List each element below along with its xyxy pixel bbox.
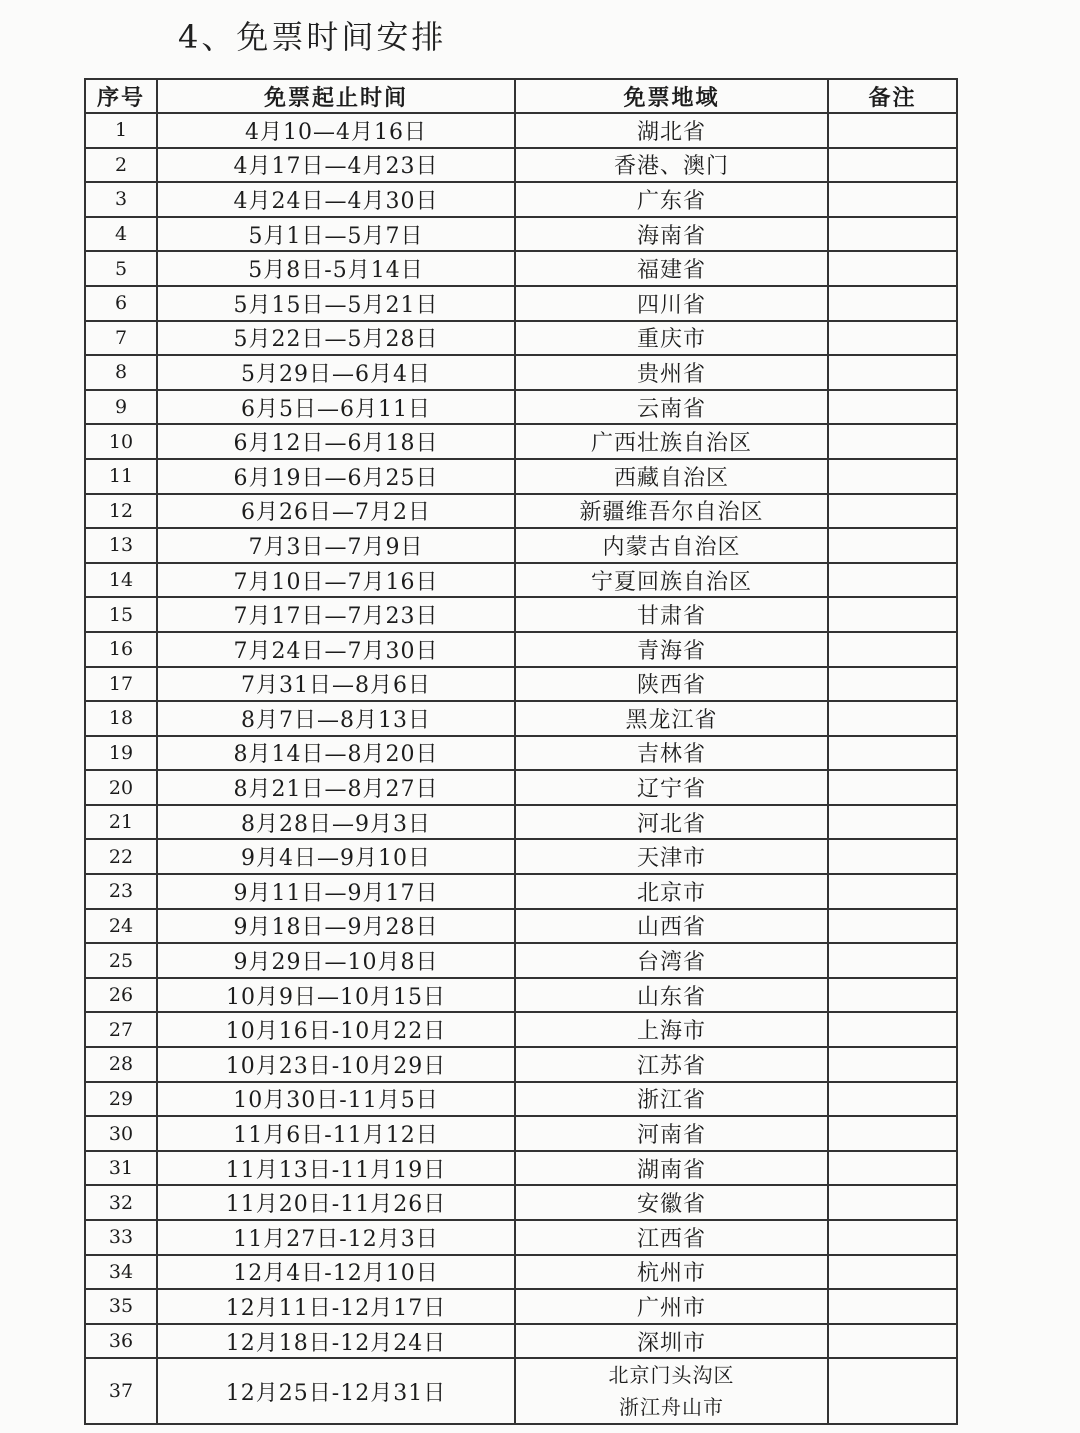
row-region: 北京市 <box>515 874 828 909</box>
row-number: 13 <box>85 528 157 563</box>
row-number: 18 <box>85 701 157 736</box>
row-note <box>828 1220 957 1255</box>
row-period: 7月31日—8月6日 <box>157 667 515 702</box>
row-period: 10月16日-10月22日 <box>157 1012 515 1047</box>
row-region: 四川省 <box>515 286 828 321</box>
row-number: 37 <box>85 1358 157 1424</box>
row-region: 广西壮族自治区 <box>515 424 828 459</box>
table-header-row <box>85 79 957 113</box>
row-note <box>828 1185 957 1220</box>
row-note <box>828 1255 957 1290</box>
row-region: 河南省 <box>515 1116 828 1151</box>
table-row <box>85 1220 957 1255</box>
row-number: 4 <box>85 217 157 252</box>
row-number: 10 <box>85 424 157 459</box>
row-note <box>828 701 957 736</box>
row-note <box>828 632 957 667</box>
table-row <box>85 459 957 494</box>
row-period: 6月5日—6月11日 <box>157 390 515 425</box>
row-number: 3 <box>85 182 157 217</box>
row-note <box>828 943 957 978</box>
row-number: 17 <box>85 667 157 702</box>
row-period: 11月20日-11月26日 <box>157 1185 515 1220</box>
row-region: 湖北省 <box>515 113 828 148</box>
row-region: 河北省 <box>515 805 828 840</box>
row-note <box>828 321 957 356</box>
row-period: 12月25日-12月31日 <box>157 1358 515 1424</box>
row-number: 29 <box>85 1082 157 1117</box>
table-row <box>85 355 957 390</box>
row-period: 10月23日-10月29日 <box>157 1047 515 1082</box>
row-period: 6月12日—6月18日 <box>157 424 515 459</box>
table-row <box>85 632 957 667</box>
row-region: 深圳市 <box>515 1324 828 1359</box>
row-region: 湖南省 <box>515 1151 828 1186</box>
row-note <box>828 148 957 183</box>
row-region: 山西省 <box>515 909 828 944</box>
table-row <box>85 1151 957 1186</box>
row-period: 7月10日—7月16日 <box>157 563 515 598</box>
row-number: 22 <box>85 839 157 874</box>
row-region: 辽宁省 <box>515 770 828 805</box>
row-number: 30 <box>85 1116 157 1151</box>
table-row <box>85 1185 957 1220</box>
row-period: 5月29日—6月4日 <box>157 355 515 390</box>
row-period: 4月17日—4月23日 <box>157 148 515 183</box>
row-period: 8月7日—8月13日 <box>157 701 515 736</box>
row-note <box>828 251 957 286</box>
row-period: 12月4日-12月10日 <box>157 1255 515 1290</box>
row-note <box>828 597 957 632</box>
row-number: 36 <box>85 1324 157 1359</box>
table-row <box>85 1116 957 1151</box>
row-note <box>828 113 957 148</box>
row-number: 5 <box>85 251 157 286</box>
row-region: 广州市 <box>515 1289 828 1324</box>
table-row <box>85 390 957 425</box>
row-period: 12月18日-12月24日 <box>157 1324 515 1359</box>
row-number: 21 <box>85 805 157 840</box>
row-number: 15 <box>85 597 157 632</box>
row-number: 19 <box>85 736 157 771</box>
row-period: 11月13日-11月19日 <box>157 1151 515 1186</box>
row-period: 4月24日—4月30日 <box>157 182 515 217</box>
table-row <box>85 1358 957 1424</box>
row-period: 6月26日—7月2日 <box>157 494 515 529</box>
row-note <box>828 978 957 1013</box>
row-number: 1 <box>85 113 157 148</box>
row-note <box>828 182 957 217</box>
row-region: 贵州省 <box>515 355 828 390</box>
row-period: 7月17日—7月23日 <box>157 597 515 632</box>
table-row <box>85 597 957 632</box>
row-number: 35 <box>85 1289 157 1324</box>
row-note <box>828 1324 957 1359</box>
row-note <box>828 528 957 563</box>
row-note <box>828 909 957 944</box>
table-row <box>85 1255 957 1290</box>
row-region: 重庆市 <box>515 321 828 356</box>
row-region-line: 浙江舟山市 <box>619 1395 724 1420</box>
row-period: 9月4日—9月10日 <box>157 839 515 874</box>
row-note <box>828 286 957 321</box>
row-note <box>828 459 957 494</box>
table-row <box>85 494 957 529</box>
table-row <box>85 182 957 217</box>
table-row <box>85 148 957 183</box>
row-number: 32 <box>85 1185 157 1220</box>
row-region: 云南省 <box>515 390 828 425</box>
row-note <box>828 736 957 771</box>
row-number: 28 <box>85 1047 157 1082</box>
table-row <box>85 978 957 1013</box>
row-note <box>828 839 957 874</box>
row-number: 24 <box>85 909 157 944</box>
row-note <box>828 1082 957 1117</box>
row-number: 20 <box>85 770 157 805</box>
header-note: 备注 <box>828 79 957 113</box>
row-region: 台湾省 <box>515 943 828 978</box>
header-no: 序号 <box>85 79 157 113</box>
row-period: 8月14日—8月20日 <box>157 736 515 771</box>
row-period: 5月15日—5月21日 <box>157 286 515 321</box>
row-period: 9月18日—9月28日 <box>157 909 515 944</box>
row-region: 广东省 <box>515 182 828 217</box>
row-number: 12 <box>85 494 157 529</box>
row-region: 杭州市 <box>515 1255 828 1290</box>
row-region: 青海省 <box>515 632 828 667</box>
row-note <box>828 1116 957 1151</box>
table-row <box>85 286 957 321</box>
row-number: 9 <box>85 390 157 425</box>
row-period: 7月3日—7月9日 <box>157 528 515 563</box>
row-note <box>828 217 957 252</box>
row-region: 天津市 <box>515 839 828 874</box>
row-region: 山东省 <box>515 978 828 1013</box>
row-period: 5月1日—5月7日 <box>157 217 515 252</box>
row-region: 吉林省 <box>515 736 828 771</box>
table-row <box>85 424 957 459</box>
row-note <box>828 390 957 425</box>
table-row <box>85 701 957 736</box>
row-region: 江苏省 <box>515 1047 828 1082</box>
row-number: 14 <box>85 563 157 598</box>
row-region: 陕西省 <box>515 667 828 702</box>
row-period: 5月8日-5月14日 <box>157 251 515 286</box>
table-row <box>85 805 957 840</box>
row-period: 8月28日—9月3日 <box>157 805 515 840</box>
row-number: 26 <box>85 978 157 1013</box>
table-body <box>85 113 957 1424</box>
row-number: 8 <box>85 355 157 390</box>
row-note <box>828 1289 957 1324</box>
table-row <box>85 1324 957 1359</box>
row-region: 宁夏回族自治区 <box>515 563 828 598</box>
header-period: 免票起止时间 <box>157 79 515 113</box>
row-period: 11月27日-12月3日 <box>157 1220 515 1255</box>
row-period: 9月29日—10月8日 <box>157 943 515 978</box>
table-row <box>85 321 957 356</box>
row-number: 34 <box>85 1255 157 1290</box>
row-region: 上海市 <box>515 1012 828 1047</box>
row-period: 6月19日—6月25日 <box>157 459 515 494</box>
row-note <box>828 805 957 840</box>
table-row <box>85 839 957 874</box>
row-number: 25 <box>85 943 157 978</box>
row-region: 新疆维吾尔自治区 <box>515 494 828 529</box>
row-region: 福建省 <box>515 251 828 286</box>
row-number: 23 <box>85 874 157 909</box>
table-row <box>85 736 957 771</box>
row-note <box>828 770 957 805</box>
row-period: 5月22日—5月28日 <box>157 321 515 356</box>
table-row <box>85 874 957 909</box>
row-region: 海南省 <box>515 217 828 252</box>
table-row <box>85 770 957 805</box>
row-number: 11 <box>85 459 157 494</box>
row-region: 浙江省 <box>515 1082 828 1117</box>
row-number: 7 <box>85 321 157 356</box>
row-period: 10月30日-11月5日 <box>157 1082 515 1117</box>
row-region <box>515 1358 828 1424</box>
row-note <box>828 667 957 702</box>
row-period: 10月9日—10月15日 <box>157 978 515 1013</box>
free-ticket-schedule-table <box>84 78 958 1425</box>
row-note <box>828 1151 957 1186</box>
row-note <box>828 874 957 909</box>
row-number: 33 <box>85 1220 157 1255</box>
row-number: 27 <box>85 1012 157 1047</box>
table-row <box>85 943 957 978</box>
row-region: 安徽省 <box>515 1185 828 1220</box>
row-region: 黑龙江省 <box>515 701 828 736</box>
row-note <box>828 355 957 390</box>
row-period: 9月11日—9月17日 <box>157 874 515 909</box>
table-row <box>85 528 957 563</box>
table-row <box>85 667 957 702</box>
row-note <box>828 1047 957 1082</box>
row-region: 甘肃省 <box>515 597 828 632</box>
row-period: 4月10—4月16日 <box>157 113 515 148</box>
row-number: 31 <box>85 1151 157 1186</box>
row-region: 西藏自治区 <box>515 459 828 494</box>
row-region-line: 北京门头沟区 <box>608 1363 735 1388</box>
row-period: 8月21日—8月27日 <box>157 770 515 805</box>
row-period: 12月11日-12月17日 <box>157 1289 515 1324</box>
row-note <box>828 1012 957 1047</box>
row-region: 香港、澳门 <box>515 148 828 183</box>
table-row <box>85 1082 957 1117</box>
section-heading: 4、免票时间安排 <box>178 18 447 56</box>
row-note <box>828 1358 957 1424</box>
row-note <box>828 424 957 459</box>
table-row <box>85 563 957 598</box>
row-number: 16 <box>85 632 157 667</box>
row-number: 6 <box>85 286 157 321</box>
table-row <box>85 909 957 944</box>
table-row <box>85 251 957 286</box>
table-row <box>85 217 957 252</box>
row-note <box>828 494 957 529</box>
row-number: 2 <box>85 148 157 183</box>
table-row <box>85 1012 957 1047</box>
table-row <box>85 1047 957 1082</box>
table-row <box>85 113 957 148</box>
row-period: 11月6日-11月12日 <box>157 1116 515 1151</box>
table-row <box>85 1289 957 1324</box>
row-region: 江西省 <box>515 1220 828 1255</box>
row-period: 7月24日—7月30日 <box>157 632 515 667</box>
row-region: 内蒙古自治区 <box>515 528 828 563</box>
row-note <box>828 563 957 598</box>
header-region: 免票地域 <box>515 79 828 113</box>
